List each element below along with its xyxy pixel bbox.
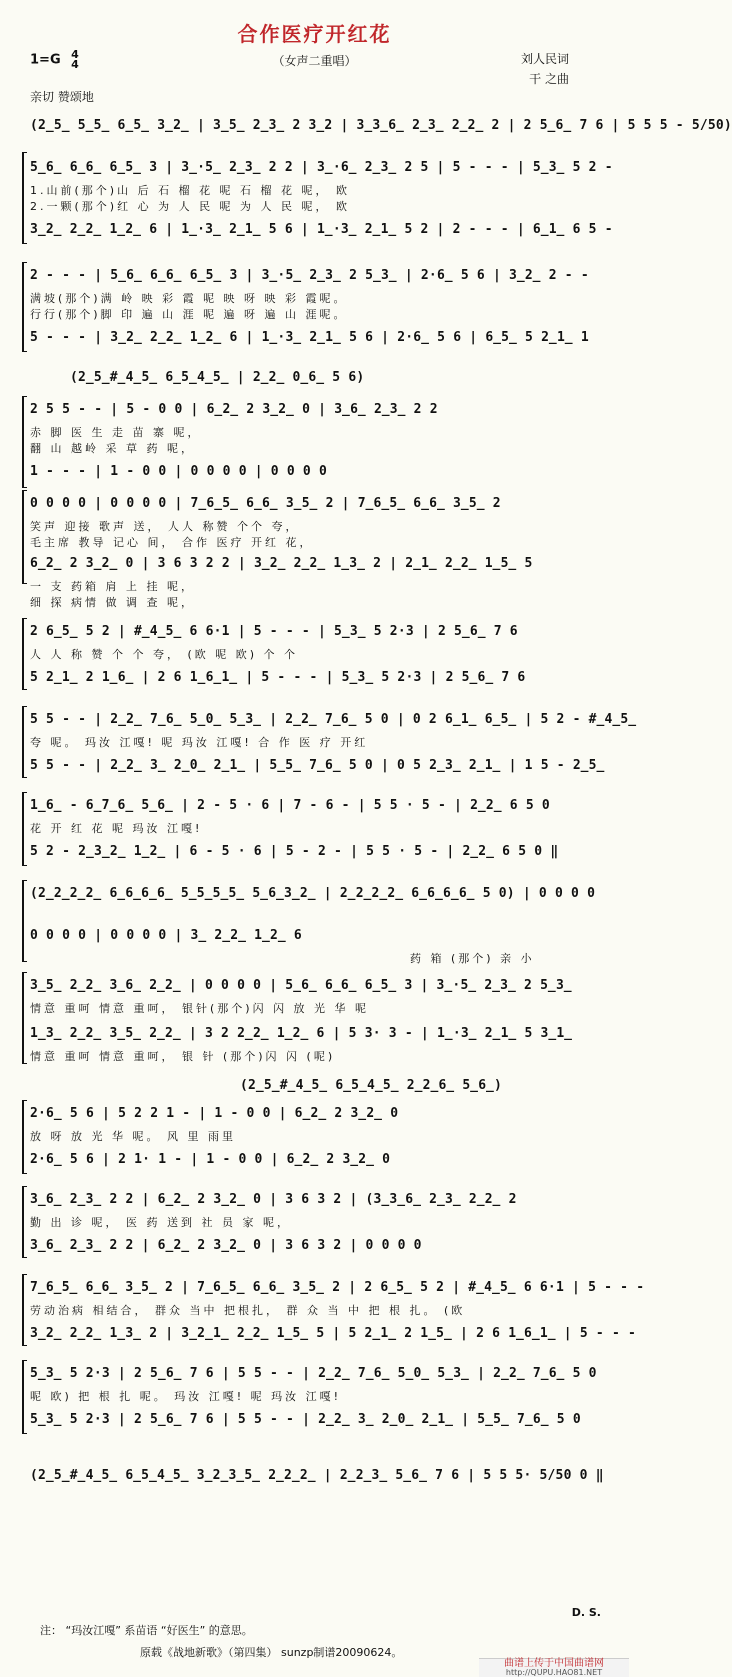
composer: 干 之曲 (529, 72, 569, 86)
lyric-line: 劳动治病 相结合， 群众 当中 把根扎， 群 众 当 中 把 根 扎。 (欧 (30, 1304, 466, 1317)
system-bracket (22, 618, 27, 690)
lyric-line: 药 箱 (那个) 亲 小 (410, 952, 535, 965)
notation-line: 6̲2̲ 2 3̲2̲ 0 | 3 6 3 2 2 | 3̲2̲ 2̲2̲ 1̲3̲ 2 | 2̲1̲ 2̲2̲ 1̲5̲ 5 (30, 556, 533, 571)
lyric-line: 勤 出 诊 呢， 医 药 送到 社 员 家 呢， (30, 1216, 291, 1229)
lyric-line: 情意 重呵 情意 重呵， 银 针 (那个)闪 闪 (呢) (30, 1050, 336, 1063)
notation-line: 5 2 - 2̲3̲2̲ 1̲2̲ | 6 - 5 · 6 | 5 - 2 - | 5 5 · 5 - | 2̲2̲ 6 5 0 ‖ (30, 844, 559, 859)
lyric-line: 行行(那个)脚 印 遍 山 涯 呢 遍 呀 遍 山 涯呢。 (30, 308, 348, 321)
lyricist: 刘人民词 (520, 52, 569, 66)
system-bracket (22, 792, 27, 866)
time-bottom: 4 (71, 58, 79, 71)
system-bracket (22, 396, 27, 488)
lyric-line: 花 开 红 花 呢 玛汝 江嘎! (30, 822, 203, 835)
notation-line: 0 0 0 0 | 0 0 0 0 | 3̲ 2̲2̲ 1̲2̲ 6 (30, 928, 302, 943)
notation-line: 1 - - - | 1 - 0 0 | 0 0 0 0 | 0 0 0 0 (30, 464, 327, 479)
lyric-line: 毛主席 教导 记心 间， 合作 医疗 开红 花， (30, 536, 314, 549)
watermark-url: http://QUPU.HAO81.NET (505, 1668, 603, 1677)
system-bracket (22, 880, 27, 962)
lyric-line: 夸 呢。 玛汝 江嘎! 呢 玛汝 江嘎! 合 作 医 疗 开红 (30, 736, 369, 749)
notation-line: 3̲5̲ 2̲2̲ 3̲6̲ 2̲2̲ | 0 0 0 0 | 5̲6̲ 6̲6̲ 6̲5̲ 3 | 3̲·5̲ 2̲3̲ 2 5̲3̲ (30, 978, 572, 993)
notation-line: 2 - - - | 5̲6̲ 6̲6̲ 6̲5̲ 3 | 3̲·5̲ 2̲3̲ 2 5̲3̲ | 2·6̲ 5 6 | 3̲2̲ 2 - - (30, 268, 589, 283)
notation-line: 2·6̲ 5 6 | 2 1· 1 - | 1 - 0 0 | 6̲2̲ 2 3̲2̲ 0 (30, 1152, 391, 1167)
notation-line: 2·6̲ 5 6 | 5 2 2 1 - | 1 - 0 0 | 6̲2̲ 2 3̲2̲ 0 (30, 1106, 399, 1121)
watermark-text: 曲谱上传于中国曲谱网 (504, 1658, 604, 1669)
song-subtitle: （女声二重唱） (272, 54, 357, 68)
notation-line: 1̲6̲ - 6̲7̲6̲ 5̲6̲ | 2 - 5 · 6 | 7 - 6 - | 5 5 · 5 - | 2̲2̲ 6 5 0 (30, 798, 550, 813)
lyric-line: 呢 欧) 把 根 扎 呢。 玛汝 江嘎! 呢 玛汝 江嘎! (30, 1390, 342, 1403)
system-bracket (22, 262, 27, 352)
lyric-line: 2.一颗(那个)红 心 为 人 民 呢 为 人 民 呢， 欧 (30, 200, 351, 213)
song-title: 合作医疗开红花 (237, 22, 392, 46)
watermark (479, 1658, 629, 1677)
notation-line: (2̲5̲#̲4̲5̲ 6̲5̲4̲5̲ 3̲2̲3̲5̲ 2̲2̲2̲ | 2̲2̲3̲ 5̲6̲ 7 6 | 5 5 5· 5/50 0 ‖ (30, 1468, 604, 1483)
source-note: 原载《战地新歌》（第四集） sunzp制谱20090624。 (140, 1646, 403, 1659)
lyric-line: 笑声 迎接 歌声 送， 人人 称赞 个个 夸， (30, 520, 300, 533)
notation-line: 2 6̲5̲ 5 2 | #̲4̲5̲ 6 6·1 | 5 - - - | 5̲3̲ 5 2·3 | 2 5̲6̲ 7 6 (30, 624, 518, 639)
lyric-line: 细 探 病情 做 调 查 呢， (30, 596, 195, 609)
lyric-line: 一 支 药箱 肩 上 挂 呢， (30, 580, 195, 593)
notation-line: 3̲2̲ 2̲2̲ 1̲3̲ 2 | 3̲2̲1̲ 2̲2̲ 1̲5̲ 5 | 5 2̲1̲ 2 1̲5̲ | 2 6 1̲6̲1̲ | 5 - - - (30, 1326, 637, 1341)
lyric-line: 人 人 称 赞 个 个 夸， (欧 呢 欧) 个 个 (30, 648, 299, 661)
dal-segno-marking: D. S. (571, 1606, 601, 1619)
system-bracket (22, 1360, 27, 1434)
notation-line: (2̲5̲ 5̲5̲ 6̲5̲ 3̲2̲ | 3̲5̲ 2̲3̲ 2 3̲2 | 3̲3̲6̲ 2̲3̲ 2̲2̲ 2 | 2 5̲6̲ 7 6 | 5 5 5 - 5/50) (30, 118, 732, 133)
system-bracket (22, 706, 27, 778)
notation-line: (2̲5̲#̲4̲5̲ 6̲5̲4̲5̲ | 2̲2̲ 0̲6̲ 5 6) (70, 370, 365, 385)
notation-line: 5 - - - | 3̲2̲ 2̲2̲ 1̲2̲ 6 | 1̲·3̲ 2̲1̲ 5 6 | 2·6̲ 5 6 | 6̲5̲ 5 2̲1̲ 1 (30, 330, 589, 345)
system-bracket (22, 152, 27, 244)
lyric-line: 1.山前(那个)山 后 石 榴 花 呢 石 榴 花 呢， 欧 (30, 184, 351, 197)
system-bracket (22, 490, 27, 584)
notation-line: 1̲3̲ 2̲2̲ 3̲5̲ 2̲2̲ | 3 2 2̲2̲ 1̲2̲ 6 | 5 3· 3 - | 1̲·3̲ 2̲1̲ 5 3̲1̲ (30, 1026, 573, 1041)
notation-line: 3̲2̲ 2̲2̲ 1̲2̲ 6 | 1̲·3̲ 2̲1̲ 5 6 | 1̲·3̲ 2̲1̲ 5 2 | 2 - - - | 6̲1̲ 6 5 - (30, 222, 613, 237)
lyric-line: 翻 山 越岭 采 草 药 呢， (30, 442, 195, 455)
notation-line: 7̲6̲5̲ 6̲6̲ 3̲5̲ 2 | 7̲6̲5̲ 6̲6̲ 3̲5̲ 2 | 2 6̲5̲ 5 2 | #̲4̲5̲ 6 6·1 | 5 - - - (30, 1280, 645, 1295)
lyric-line: 赤 脚 医 生 走 苗 寨 呢， (30, 426, 202, 439)
notation-line: (2̲5̲#̲4̲5̲ 6̲5̲4̲5̲ 2̲2̲6̲ 5̲6̲) (240, 1078, 503, 1093)
lyric-line: 情意 重呵 情意 重呵， 银针(那个)闪 闪 放 光 华 呢 (30, 1002, 370, 1015)
notation-line: 5̲6̲ 6̲6̲ 6̲5̲ 3 | 3̲·5̲ 2̲3̲ 2 2 | 3̲·6̲ 2̲3̲ 2 5 | 5 - - - | 5̲3̲ 5 2 - (30, 160, 613, 175)
notation-line: 5 2̲1̲ 2 1̲6̲ | 2 6 1̲6̲1̲ | 5 - - - | 5̲3̲ 5 2·3 | 2 5̲6̲ 7 6 (30, 670, 526, 685)
lyric-line: 放 呀 放 光 华 呢。 风 里 雨里 (30, 1130, 236, 1143)
tempo-marking: 亲切 赞颂地 (30, 90, 94, 104)
notation-line: (2̲2̲2̲2̲ 6̲6̲6̲6̲ 5̲5̲5̲5̲ 5̲6̲3̲2̲ | 2̲2̲2̲2̲ 6̲6̲6̲6̲ 5 0) | 0 0 0 0 (30, 886, 596, 901)
notation-line: 2 5 5 - - | 5 - 0 0 | 6̲2̲ 2 3̲2̲ 0 | 3̲6̲ 2̲3̲ 2 2 (30, 402, 438, 417)
system-bracket (22, 1186, 27, 1258)
time-signature (71, 50, 79, 70)
time-top: 4 (71, 48, 79, 61)
key-signature (30, 50, 79, 70)
system-bracket (22, 1274, 27, 1346)
lyric-line: 满坡(那个)满 岭 映 彩 霞 呢 映 呀 映 彩 霞呢。 (30, 292, 348, 305)
system-bracket (22, 972, 27, 1064)
notation-line: 3̲6̲ 2̲3̲ 2 2 | 6̲2̲ 2 3̲2̲ 0 | 3 6 3 2 | 0 0 0 0 (30, 1238, 422, 1253)
notation-line: 3̲6̲ 2̲3̲ 2 2 | 6̲2̲ 2 3̲2̲ 0 | 3 6 3 2 | (3̲3̲6̲ 2̲3̲ 2̲2̲ 2 (30, 1192, 517, 1207)
notation-line: 5̲3̲ 5 2·3 | 2 5̲6̲ 7 6 | 5 5 - - | 2̲2̲ 3̲ 2̲0̲ 2̲1̲ | 5̲5̲ 7̲6̲ 5 0 (30, 1412, 581, 1427)
notation-line: 0 0 0 0 | 0 0 0 0 | 7̲6̲5̲ 6̲6̲ 3̲5̲ 2 | 7̲6̲5̲ 6̲6̲ 3̲5̲ 2 (30, 496, 501, 511)
notation-line: 5 5 - - | 2̲2̲ 7̲6̲ 5̲0̲ 5̲3̲ | 2̲2̲ 7̲6̲ 5 0 | 0 2 6̲1̲ 6̲5̲ | 5 2 - #̲4̲5̲ (30, 712, 637, 727)
footnote: 注： “玛汝江嘎” 系苗语 “好医生” 的意思。 (40, 1624, 253, 1637)
notation-line: 5̲3̲ 5 2·3 | 2 5̲6̲ 7 6 | 5 5 - - | 2̲2̲ 7̲6̲ 5̲0̲ 5̲3̲ | 2̲2̲ 7̲6̲ 5 0 (30, 1366, 597, 1381)
system-bracket (22, 1100, 27, 1174)
notation-line: 5 5 - - | 2̲2̲ 3̲ 2̲0̲ 2̲1̲ | 5̲5̲ 7̲6̲ 5 0 | 0 5 2̲3̲ 2̲1̲ | 1 5 - 2̲5̲ (30, 758, 605, 773)
key-label: 1=G (30, 52, 61, 68)
